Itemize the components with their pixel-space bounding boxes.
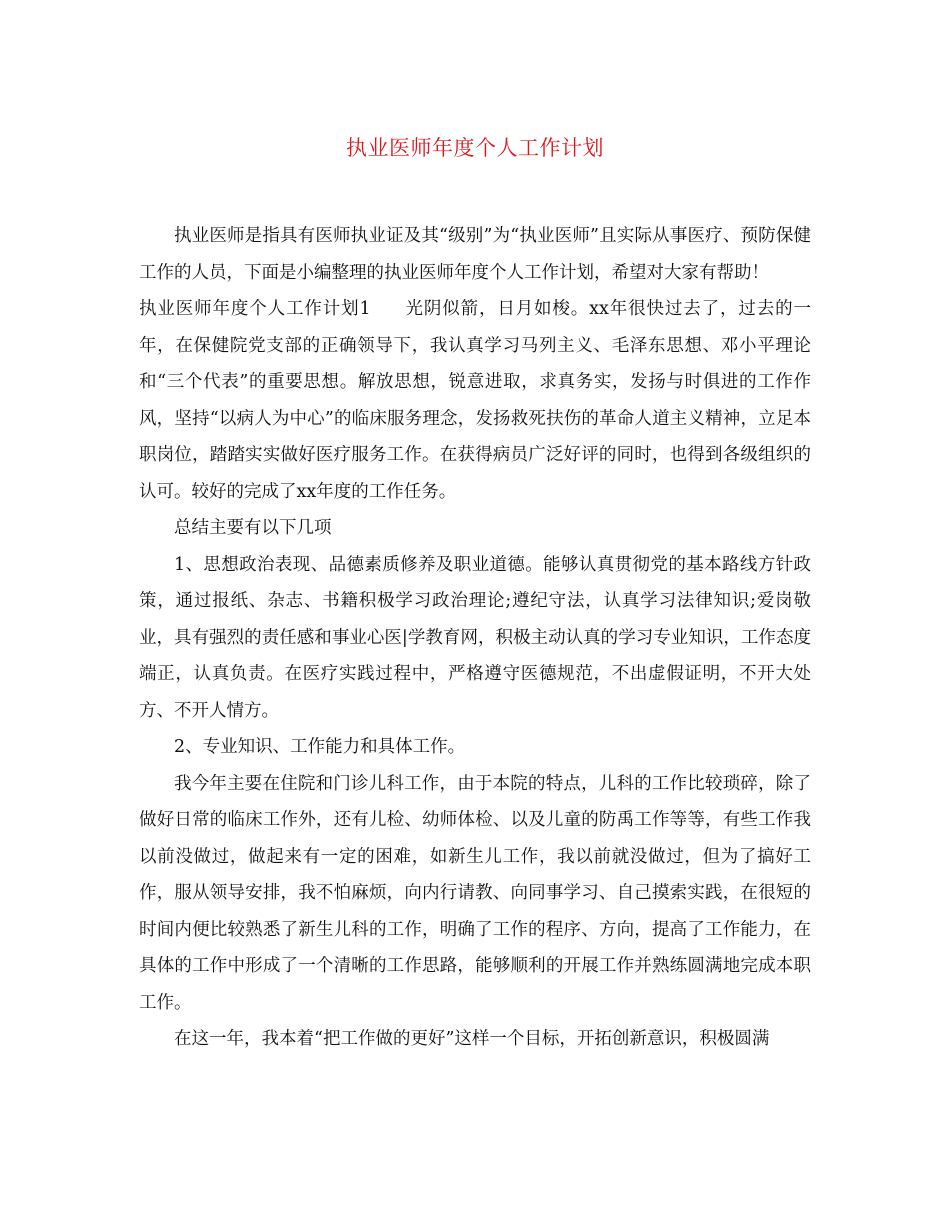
plan1-text: 光阴似箭，日月如梭。xx年很快过去了，过去的一年，在保健院党支部的正确领导下，我认真学习马列主义、毛泽东思想、邓小平理论和“三个代表”的重要思想。解放思想，锐意进取，求真务实，发扬与时俱进的工作作风，坚持“以病人为中心”的临床服务理念，发扬救死扶伤的革命人道主义精神，立足本职岗位，踏踏实实做好医疗服务工作。在获得病员广泛好评的同时，也得到各级组织的认可。较好的完成了xx年度的工作任务。 [139, 299, 811, 502]
document-body [139, 218, 811, 1058]
item2-heading: 2、专业知识、工作能力和具体工作。 [174, 737, 466, 757]
item1-paragraph: 1、思想政治表现、品德素质修养及职业道德。能够认真贯彻党的基本路线方针政策，通过报纸、杂志、书籍积极学习政治理论;遵纪守法，认真学习法律知识;爱岗敬业，具有强烈的责任感和事业心医|学教育网，积极主动认真的学习专业知识，工作态度端正，认真负责。在医疗实践过程中，严格遵守医德规范，不出虚假证明，不开大处方、不开人情方。 [139, 554, 811, 721]
plan1-paragraph [139, 291, 811, 510]
plan1-heading: 执业医师年度个人工作计划1 [139, 299, 371, 319]
document-title: 执业医师年度个人工作计划 [346, 136, 604, 160]
intro-paragraph: 执业医师是指具有医师执业证及其“级别”为“执业医师”且实际从事医疗、预防保健工作的人员，下面是小编整理的执业医师年度个人工作计划，希望对大家有帮助！ [139, 226, 811, 283]
year-paragraph: 在这一年，我本着“把工作做的更好”这样一个目标，开拓创新意识，积极圆满 [174, 1029, 770, 1049]
work-paragraph: 我今年主要在住院和门诊儿科工作，由于本院的特点，儿科的工作比较琐碎，除了做好日常的临床工作外，还有儿检、幼师体检、以及儿童的防禹工作等等，有些工作我以前没做过，做起来有一定的困难，如新生儿工作，我以前就没做过，但为了搞好工作，服从领导安排，我不怕麻烦，向内行请教、向同事学习、自己摸索实践，在很短的时间内便比较熟悉了新生儿科的工作，明确了工作的程序、方向，提高了工作能力，在具体的工作中形成了一个清晰的工作思路，能够顺利的开展工作并熟练圆满地完成本职工作。 [139, 773, 811, 1013]
summary-heading: 总结主要有以下几项 [174, 518, 332, 538]
